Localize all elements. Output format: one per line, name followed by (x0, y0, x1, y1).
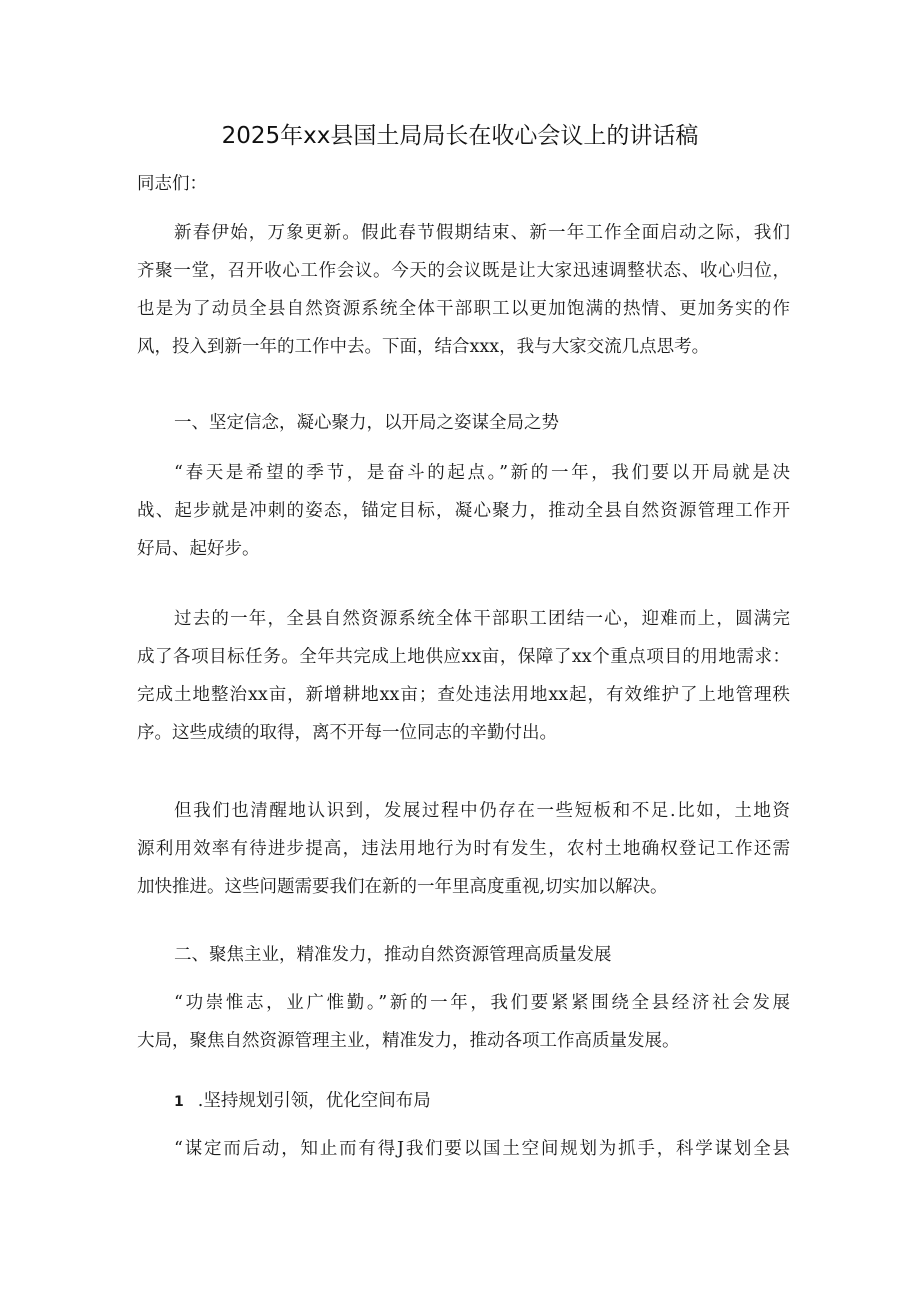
section-heading-1: 一、坚定信念，凝心聚力，以开局之姿谋全局之势 (174, 413, 559, 433)
text-line: “功崇惟志，业广惟勤。”新的一年，我们要紧紧围绕全县经济社会发展 (174, 993, 790, 1013)
paragraph-past-year (137, 600, 790, 752)
subsection-title: .坚持规划引领，优化空间布局 (197, 1091, 431, 1111)
text-line: 齐聚一堂，召开收心工作会议。今天的会议既是让大家迅速调整状态、收心归位， (137, 261, 790, 281)
text-line: 源利用效率有待进步提高，违法用地行为时有发生，农村土地确权登记工作还需 (137, 839, 790, 859)
text-line: 好局、起好步。 (137, 539, 260, 559)
paragraph-planning (137, 1130, 790, 1168)
section-heading-2: 二、聚焦主业，精准发力，推动自然资源管理高质量发展 (174, 945, 612, 965)
text-line: 完成土地整治xx亩，新增耕地xx亩；查处违法用地xx起，有效维护了上地管理秩 (137, 685, 790, 705)
text-line: 序。这些成绩的取得，离不开每一位同志的辛勤付出。 (137, 723, 557, 743)
text-line: 大局，聚焦自然资源管理主业，精准发力，推动各项工作高质量发展。 (137, 1031, 680, 1051)
subsection-heading-1 (174, 1082, 431, 1121)
text-line: “谋定而后动，知止而有得J我们要以国土空间规划为抓手，科学谋划全县 (174, 1139, 790, 1159)
text-line: 过去的一年，全县自然资源系统全体干部职工团结一心，迎难而上，圆满完 (174, 609, 790, 629)
text-line: 加快推进。这些问题需要我们在新的一年里高度重视,切实加以解决。 (137, 877, 668, 897)
paragraph-intro (137, 214, 790, 366)
text-line: 风，投入到新一年的工作中去。下面，结合xxx，我与大家交流几点思考。 (137, 337, 710, 357)
text-line: 但我们也清醒地认识到，发展过程中仍存在一些短板和不足.比如，土地资 (174, 801, 790, 821)
text-line: 战、起步就是冲刺的姿态，锚定目标，凝心聚力，推动全县自然资源管理工作开 (137, 501, 790, 521)
greeting: 同志们： (137, 174, 207, 194)
document-title: 2025年xx县国土局局长在收心会议上的讲话稿 (221, 123, 699, 149)
text-line: 也是为了动员全县自然资源系统全体干部职工以更加饱满的热情、更加务实的作 (137, 299, 790, 319)
text-line: 成了各项目标任务。全年共完成上地供应xx亩，保障了xx个重点项目的用地需求： (137, 647, 790, 667)
subsection-number: 1 (174, 1094, 184, 1110)
paragraph-focus (137, 984, 790, 1060)
text-line: 新春伊始，万象更新。假此春节假期结束、新一年工作全面启动之际，我们 (174, 223, 790, 243)
text-line: “春天是希望的季节，是奋斗的起点。”新的一年，我们要以开局就是决 (174, 463, 790, 483)
paragraph-shortcomings (137, 792, 790, 906)
paragraph-spring (137, 454, 790, 568)
